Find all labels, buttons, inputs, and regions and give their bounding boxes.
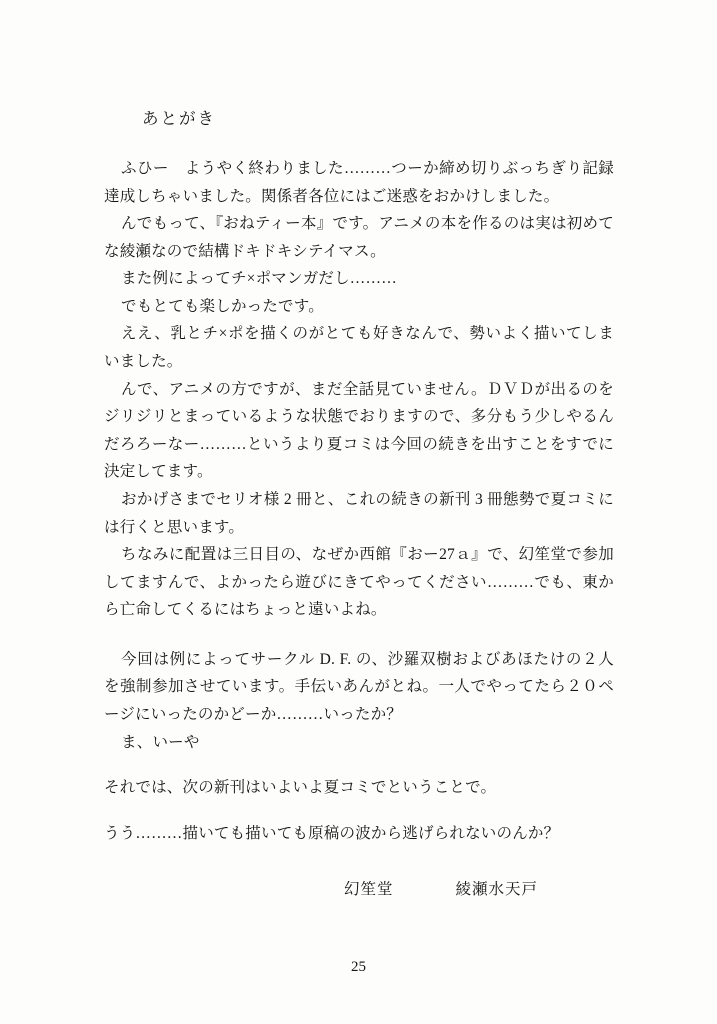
paragraph: ま、いーや: [121, 733, 200, 751]
paragraph-spacer: [104, 756, 614, 774]
closing-line-2: うう………描いても描いても原稿の波から逃げられないのんか？: [104, 824, 560, 842]
paragraph-spacer: [104, 624, 614, 646]
afterword-content: [104, 105, 614, 899]
paragraph: ちなみに配置は三日目の、なぜか西館『おー27ａ』で、幻笙堂で参加してますんで、よかったら遊びにきてやってください………でも、東から亡命してくるにはちょっと遠いよね。: [104, 546, 614, 619]
paragraph-group-credits: [104, 646, 614, 756]
paragraph-spacer: [104, 802, 614, 820]
paragraph-group-main: [104, 155, 614, 624]
paragraph: ええ、乳とチ×ポを描くのがとても好きなんで、勢いよく描いてしまいました。: [104, 325, 614, 371]
signature-block: [104, 877, 614, 899]
signature-author: 綾瀬水天戸: [455, 881, 539, 899]
page-title: あとがき: [142, 109, 216, 128]
paragraph: んで、アニメの方ですが、まだ全話見ていません。ＤＶＤが出るのをジリジリとまっているような状態でおりますので、多分もう少しやるんだろろーなー………というより夏コミは今回の続きを出すことをすでに決定してます。: [104, 380, 614, 481]
paragraph: おかげさまでセリオ様 2 冊と、これの続きの新刊 3 冊態勢で夏コミには行くと思います。: [104, 490, 614, 536]
page-number: 25: [351, 959, 366, 975]
signature-circle: 幻笙堂: [344, 881, 394, 899]
paragraph: でもとても楽しかったです。: [121, 297, 324, 315]
paragraph: 今回は例によってサークル D. F. の、沙羅双樹およびあほたけの２人を強制参加させています。手伝いあんがとね。一人でやってたら２０ページにいったのかどーか………いったか？: [104, 650, 614, 723]
paragraph: また例によってチ×ポマンガだし………: [121, 270, 397, 288]
paragraph: ふひー ようやく終わりました………つーか締め切りぶっちぎり記録達成しちゃいました。関係者各位にはご迷惑をおかけしました。: [104, 160, 614, 205]
paragraph: んでもって、『おねティー本』です。アニメの本を作るのは実は初めてな綾瀬なので結構ドキドキシテイマス。: [104, 215, 614, 260]
closing-line-1: それでは、次の新刊はいよいよ夏コミでということで。: [104, 779, 497, 797]
